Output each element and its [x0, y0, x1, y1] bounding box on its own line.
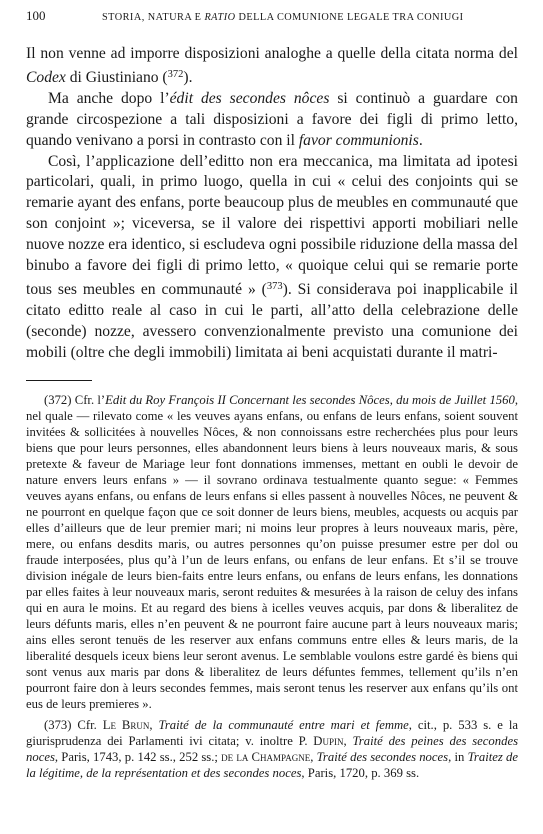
- main-text: [26, 44, 518, 364]
- footnote-373: (373) Cfr. Le Brun, Traité de la communauté entre mari et femme, cit., p. 533 s. e la giurisprudenza dei Parlamenti ivi citata; v. inoltre P. Dupin, Traité des peines des secondes noces, Paris, 1743, p. 142 ss., 252 ss.; de la Champagne, Traité des secondes noces, in Traitez de la légitime, de la représentation et des secondes noces, Paris, 1720, p. 369 ss.: [26, 717, 519, 780]
- paragraph-3: Così, l’applicazione dell’editto non era meccanica, ma limitata ad ipotesi particolari, quali, in primo luogo, quella in cui « celui des conjoints qui se remarie ayant des enfans, porte beaucoup plus de meubles en communauté que son conjoint »; viceversa, se il valore dei rispettivi apporti mobiliari nelle nuove nozze era identico, si escludeva ogni possibile riduzione della massa del binubo a favore dei figli di primo letto, « quoique celui qui se remarie porte tous ses meubles en communauté » ($^{373}$). Si considerava poi inapplicabile il citato editto reale al caso in cui le parti, all’atto della celebrazione delle (seconde) nozze, avessero convenzionalmente previsto una comunione dei mobili (oltre che degli immobili) limitata ai beni acquistati durante il matri-: [26, 152, 518, 361]
- page-header: [26, 8, 518, 30]
- footnote-ref-372: 372: [167, 68, 184, 80]
- footnote-ref-373: 373: [266, 280, 283, 292]
- book-page: [26, 8, 518, 785]
- footnotes: [26, 392, 518, 781]
- paragraph-1: Il non venne ad imporre disposizioni analoghe a quelle della citata norma del Codex di Giustiniano ($^{372}$).: [26, 45, 518, 86]
- page-number: 100: [26, 8, 46, 23]
- paragraph-2: Ma anche dopo l’édit des secondes nôces si continuò a guardare con grande circospezione a tali disposizioni a favore dei figli di primo letto, quando venivano a porsi in contrasto con il favor communionis.: [26, 89, 518, 149]
- footnote-divider: [26, 380, 92, 381]
- running-title: STORIA, NATURA E RATIO DELLA COMUNIONE LEGALE TRA CONIUGI: [102, 12, 464, 23]
- footnote-372: (372) Cfr. l’Edit du Roy François II Concernant les secondes Nôces, du mois de Juillet 1560, nel quale — rilevato come « les veuves ayans enfans, ou enfans de leurs enfans, soient souvent invitées & sollicitées à nouvelles Nôces, & non connoissans estre recherchées plus pour leurs biens que pour leurs personnes, elles abandonnent leurs biens à leurs nouveaux maris, & sous pretexte & faveur de Mariage leur font donnations immenses, mettant en oubli le devoir de nature envers leurs enfans » — il sovrano ordinava testualmente quanto segue: « Femmes veuves ayans enfans, ou enfans de leurs enfans si elles passent à nouvelles Nôces, ne peuvent & ne pourront en quelque façon que ce soit donner de leurs biens, meubles, acquests ou acquis par elles d’ailleurs que de leur premier mari; ni moins leur propres à leurs nouveaux maris, père, mere, ou enfans desdits maris, ou autres personnes qu’on puisse presumer estre per dol ou fraude interposées, plus qu’à l’un de leurs enfans, ou enfans de leur enfans. Et s’il se trouve division inégale de leurs bien-faits entre leurs enfans, ou enfans de leurs enfans, les donnations par elles faites à leur nouveaux maris, seront reduites & mesurées à la raison de celuy des infans qui en aura le moins. Et au regard des biens à icelles veuves acquis, par dons & liberalitez de leurs défunts maris, elles n’en peuvent & ne pourront faire aucune part à leurs nouveaux maris; ains elles seront tenuës de les reserver aux enfans communs entre elles & leurs maris, de la liberalité desquels iceux biens leur seront avenus. Le semblable voulons estre gardé ès biens qui sont venus aux maris par dons & liberalitez de leurs défuntes femmes, tellement qu’ils n’en pourront faire don à leurs secondes femmes, mais seront tenus les reserver aux enfans qu’ils ont eus de leurs premieres ».: [26, 392, 518, 712]
